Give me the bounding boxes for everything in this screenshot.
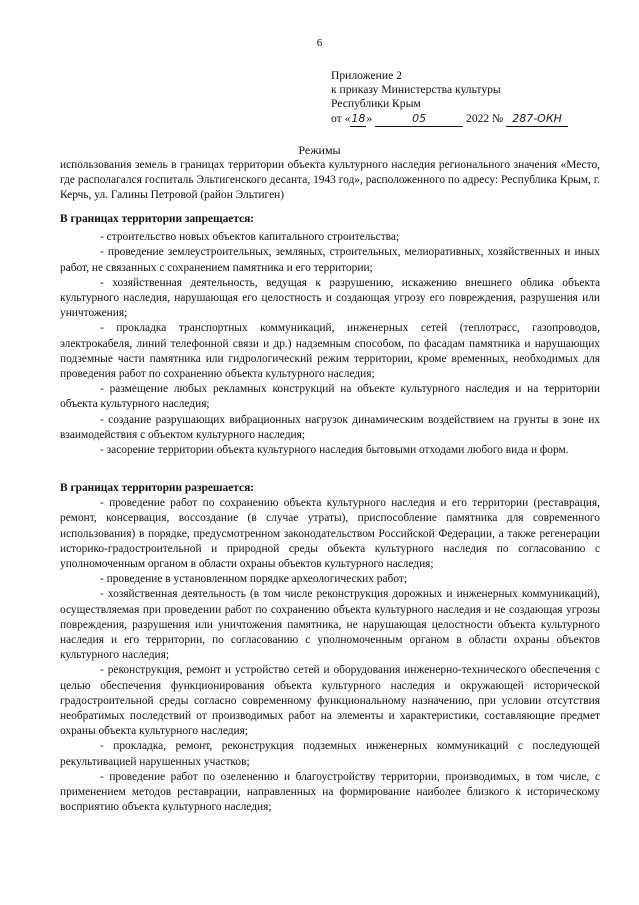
page-number: 6 — [316, 37, 323, 49]
allowed-item: - хозяйственная деятельность (в том числе реконструкция дорожных и инженерных коммуникаций), осуществляемая при проведении работ по сохранению объекта культурного наследия и не создающая угрозы повреждения, разрушения или уничтожения памятника, не нарушающая целостности объекта культурного наследия и его территории, по согласованию с уполномоченным органом в области охраны объектов культурного наследия; — [60, 588, 600, 662]
date-prefix: от « — [331, 111, 351, 125]
prohibited-item: - создание разрушающих вибрационных нагрузок динамическим воздействием на грунты в зоне их взаимодействия с объектом культурного наследия; — [60, 413, 600, 441]
doc-number: 287-ОКН — [506, 112, 568, 127]
date-day: 18 — [350, 112, 366, 127]
allowed-item: - прокладка, ремонт, реконструкция подземных инженерных коммуникаций с последующей рекультивацией нарушенных участков; — [60, 740, 600, 768]
prohibited-item: - проведение землеустроительных, земляных, строительных, мелиоративных, хозяйственных и иных работ, не связанных с сохранением памятника и его территории; — [60, 246, 600, 274]
document-subtitle — [60, 158, 600, 204]
date-year: 2022 № — [466, 111, 504, 125]
section-allowed-heading: В границах территории разрешается: — [60, 482, 255, 494]
appendix-date-line — [331, 112, 621, 127]
appendix-order-ref: к приказу Министерства культуры — [331, 83, 501, 97]
page-title: Режимы — [298, 143, 341, 157]
allowed-item: - проведение в установленном порядке археологических работ; — [100, 573, 408, 586]
subtitle-text: использования земель в границах территории объекта культурного наследия регионального значения «Место, где располагался госпиталь Эльтигенского десанта, 1943 год», расположенного по адресу: Республика Крым, г. Керчь, ул. Галины Петровой (район Эльтиген) — [60, 159, 600, 202]
date-month: 05 — [375, 112, 463, 127]
prohibited-item: - хозяйственная деятельность, ведущая к разрушению, искажению внешнего облика объекта культурного наследия, нарушающая его целостность и создающая угрозу его повреждения, разрушения или уничтожения; — [60, 276, 600, 320]
section-allowed — [60, 481, 600, 815]
prohibited-item: - размещение любых рекламных конструкций на объекте культурного наследия и на территории объекта культурного наследия; — [60, 383, 600, 411]
date-mid: » — [366, 111, 373, 125]
prohibited-item: - прокладка транспортных коммуникаций, инженерных сетей (теплотрасс, газопроводов, электрокабеля, линий телефонной связи и др.) надземным способом, по фасадам памятника и нарушающих подземные части памятника или гидрологический режим территории, кроме временных, необходимых для проведения работ по сохранению объекта культурного наследия; — [60, 322, 600, 381]
prohibited-item: - строительство новых объектов капитального строительства; — [100, 231, 400, 244]
section-prohibited — [60, 212, 600, 458]
allowed-item: - проведение работ по сохранению объекта культурного наследия и его территории (реставрация, ремонт, консервация, воссоздание (в случае утраты), приспособление памятника для современного использования) в порядке, предусмотренном законодательством Российской Федерации, а также регенерации историко-градостроительной и природной среды объекта культурного наследия по согласованию с уполномоченным органом в области охраны объектов культурного наследия; — [60, 497, 600, 571]
appendix-header — [331, 69, 621, 127]
allowed-item: - проведение работ по озеленению и благоустройству территории, производимых, в том числе, с применением методов реставрации, направленных на формирование наиболее близкого к историческому восприятию объекта культурного наследия; — [60, 770, 600, 814]
appendix-region: Республики Крым — [331, 97, 421, 111]
prohibited-item: - засорение территории объекта культурного наследия бытовыми отходами любого вида и форм. — [100, 444, 569, 457]
section-prohibited-heading: В границах территории запрещается: — [60, 213, 255, 225]
allowed-item: - реконструкция, ремонт и устройство сетей и оборудования инженерно-технического обеспечения с целью обеспечения функционирования объекта культурного наследия и окружающей исторической градостроительной среды согласно современному функциональному назначению, при условии отсутствия необратимых последствий от производимых работ на элементы и характеристики, составляющие предмет охраны объекта культурного наследия; — [60, 664, 600, 738]
appendix-title: Приложение 2 — [331, 69, 402, 82]
